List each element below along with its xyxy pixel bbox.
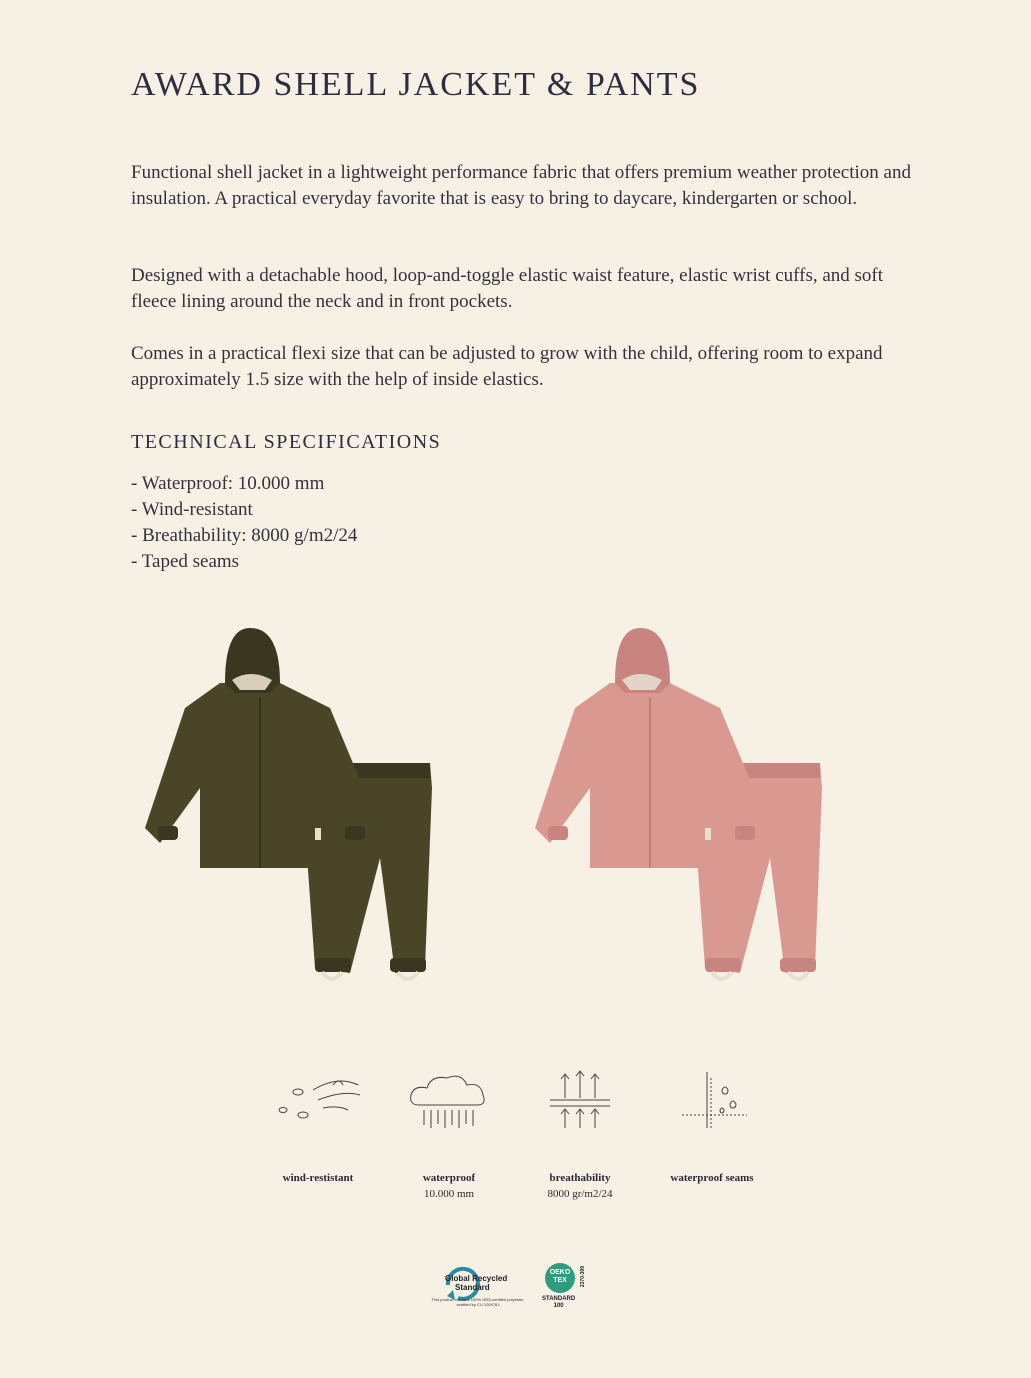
oeko-code: 2370-399 <box>580 1266 586 1288</box>
description-paragraph-1: Functional shell jacket in a lightweight performance fabric that offers premium weather protection and insulation. A practical everyday favorite that is easy to bring to daycare, kindergarten or school. <box>131 162 911 209</box>
rain-cloud-icon <box>399 1070 499 1130</box>
feature-sub: 10.000 mm <box>423 1188 475 1200</box>
feature-label: waterproof <box>422 1172 476 1184</box>
feature-wind-resistant <box>248 1070 388 1188</box>
feature-breathability <box>510 1070 650 1200</box>
feature-waterproof <box>379 1070 519 1200</box>
grs-logo <box>433 1260 523 1320</box>
taped-seams-icon <box>662 1070 762 1130</box>
specs-list <box>131 471 357 575</box>
oeko-number: 100 <box>553 1303 564 1309</box>
grs-name-line1: Global Recycled <box>445 1274 508 1283</box>
feature-waterproof-seams <box>642 1070 782 1188</box>
spec-item: - Taped seams <box>131 551 240 572</box>
spec-item: - Waterproof: 10.000 mm <box>131 473 325 494</box>
breathability-arrows-icon <box>530 1070 630 1130</box>
oeko-line2: TEX <box>553 1277 567 1284</box>
product-image-olive <box>140 628 440 998</box>
oeko-line1: OEKO <box>549 1269 571 1276</box>
page-title: AWARD SHELL JACKET & PANTS <box>131 66 701 103</box>
spec-item: - Breathability: 8000 g/m2/24 <box>131 525 358 546</box>
description-paragraph-3: Comes in a practical flexi size that can be adjusted to grow with the child, offering room to expand approximately 1.5 size with the help of inside elastics. <box>131 343 883 390</box>
feature-label: waterproof seams <box>670 1172 754 1184</box>
feature-label: breathability <box>549 1172 611 1184</box>
specs-heading: TECHNICAL SPECIFICATIONS <box>131 431 442 453</box>
wind-icon <box>268 1070 368 1130</box>
grs-note: This product contains 100% GRS-certified polyester, certified by CU 1004761 <box>431 1297 525 1307</box>
product-image-pink <box>530 628 830 998</box>
oeko-standard: STANDARD <box>542 1296 576 1302</box>
feature-sub: 8000 gr/m2/24 <box>547 1188 613 1200</box>
oeko-tex-logo <box>540 1262 590 1312</box>
spec-item: - Wind-resistant <box>131 499 253 520</box>
feature-label: wind-restistant <box>282 1172 354 1184</box>
grs-name-line2: Standard <box>455 1283 490 1292</box>
description-paragraph-2: Designed with a detachable hood, loop-and-toggle elastic waist feature, elastic wrist cuffs, and soft fleece lining around the neck and in front pockets. <box>131 265 884 312</box>
